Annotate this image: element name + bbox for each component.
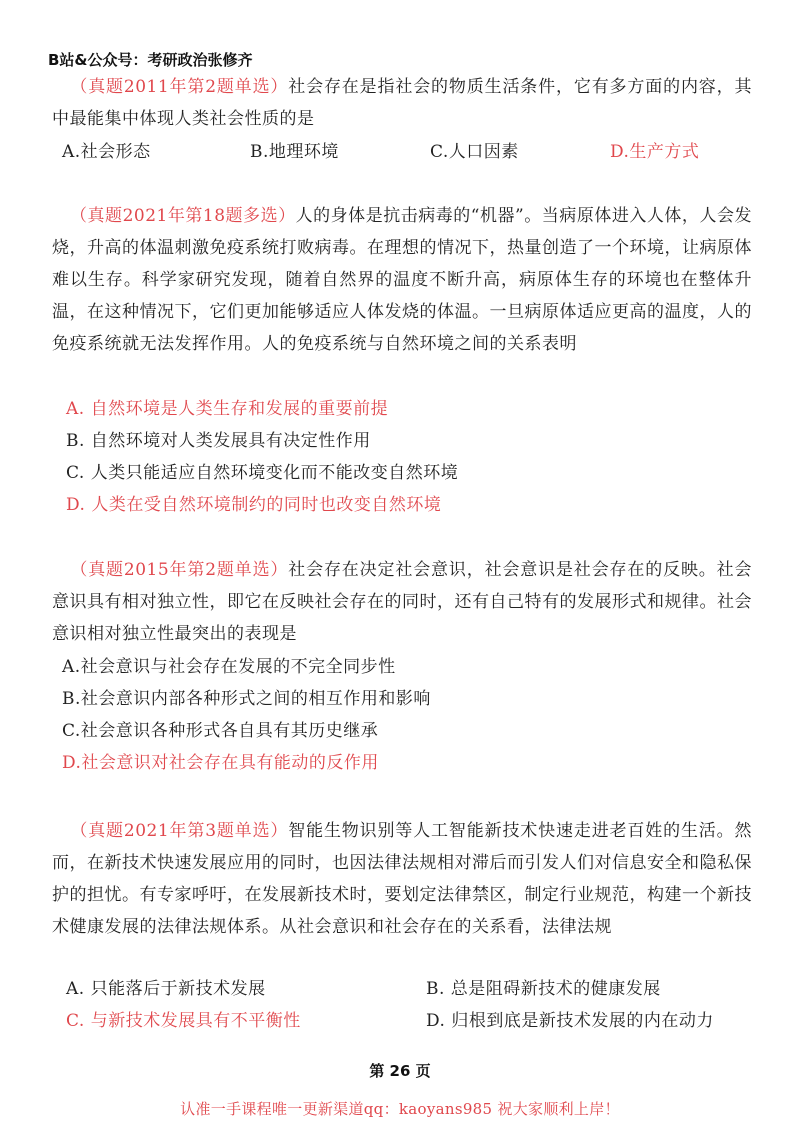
question-4-tag: （真题2021年第3题单选） bbox=[70, 821, 289, 841]
question-1-tag: （真题2011年第2题单选） bbox=[70, 77, 289, 97]
option-c: C. 人类只能适应自然环境变化而不能改变自然环境 bbox=[66, 463, 459, 483]
option-d: D.生产方式 bbox=[610, 142, 700, 162]
option-d: D. 人类在受自然环境制约的同时也改变自然环境 bbox=[66, 495, 442, 515]
option-c: C. 与新技术发展具有不平衡性 bbox=[66, 1011, 301, 1031]
option-b: B. 自然环境对人类发展具有决定性作用 bbox=[66, 431, 371, 451]
option-a: A. 只能落后于新技术发展 bbox=[66, 979, 266, 999]
page-number: 第 26 页 bbox=[369, 1062, 431, 1080]
question-3-stem: （真题2015年第2题单选）社会存在决定社会意识，社会意识是社会存在的反映。社会意识具有相对独立性，即它在反映社会存在的同时，还有自己特有的发展形式和规律。社会意识相对独立性最突出的表现是 bbox=[52, 560, 752, 644]
question-2-stem: （真题2021年第18题多选）人的身体是抗击病毒的“机器”。当病原体进入人体，人会发烧，升高的体温刺激免疫系统打败病毒。在理想的情况下，热量创造了一个环境，让病原体难以生存。科学家研究发现，随着自然界的温度不断升高，病原体生存的环境也在整体升温，在这种情况下，它们更加能够适应人体发烧的体温。一旦病原体适应更高的温度，人的免疫系统就无法发挥作用。人的免疫系统与自然环境之间的关系表明 bbox=[52, 206, 752, 354]
option-b: B.社会意识内部各种形式之间的相互作用和影响 bbox=[62, 689, 431, 709]
question-1-stem: （真题2011年第2题单选）社会存在是指社会的物质生活条件，它有多方面的内容，其中最能集中体现人类社会性质的是 bbox=[52, 77, 752, 129]
promo-text: 认准一手课程唯一更新渠道qq：kaoyans985 祝大家顺利上岸！ bbox=[180, 1100, 620, 1118]
question-2-tag: （真题2021年第18题多选） bbox=[70, 206, 296, 226]
option-d: D. 归根到底是新技术发展的内在动力 bbox=[426, 1011, 714, 1031]
option-a: A. 自然环境是人类生存和发展的重要前提 bbox=[66, 399, 389, 419]
option-a: A.社会形态 bbox=[62, 142, 151, 162]
option-b: B. 总是阻碍新技术的健康发展 bbox=[426, 979, 661, 999]
option-a: A.社会意识与社会存在发展的不完全同步性 bbox=[62, 657, 396, 677]
question-3-tag: （真题2015年第2题单选） bbox=[70, 560, 289, 580]
question-4-stem: （真题2021年第3题单选）智能生物识别等人工智能新技术快速走进老百姓的生活。然而，在新技术快速发展应用的同时，也因法律法规相对滞后而引发人们对信息安全和隐私保护的担忧。有专家呼吁，在发展新技术时，要划定法律禁区，制定行业规范，构建一个新技术健康发展的法律法规体系。从社会意识和社会存在的关系看，法律法规 bbox=[52, 821, 752, 937]
option-c: C.人口因素 bbox=[430, 142, 519, 162]
option-c: C.社会意识各种形式各自具有其历史继承 bbox=[62, 721, 379, 741]
header-source: B站&公众号：考研政治张修齐 bbox=[48, 51, 253, 69]
option-b: B.地理环境 bbox=[250, 142, 339, 162]
option-d: D.社会意识对社会存在具有能动的反作用 bbox=[62, 753, 379, 773]
